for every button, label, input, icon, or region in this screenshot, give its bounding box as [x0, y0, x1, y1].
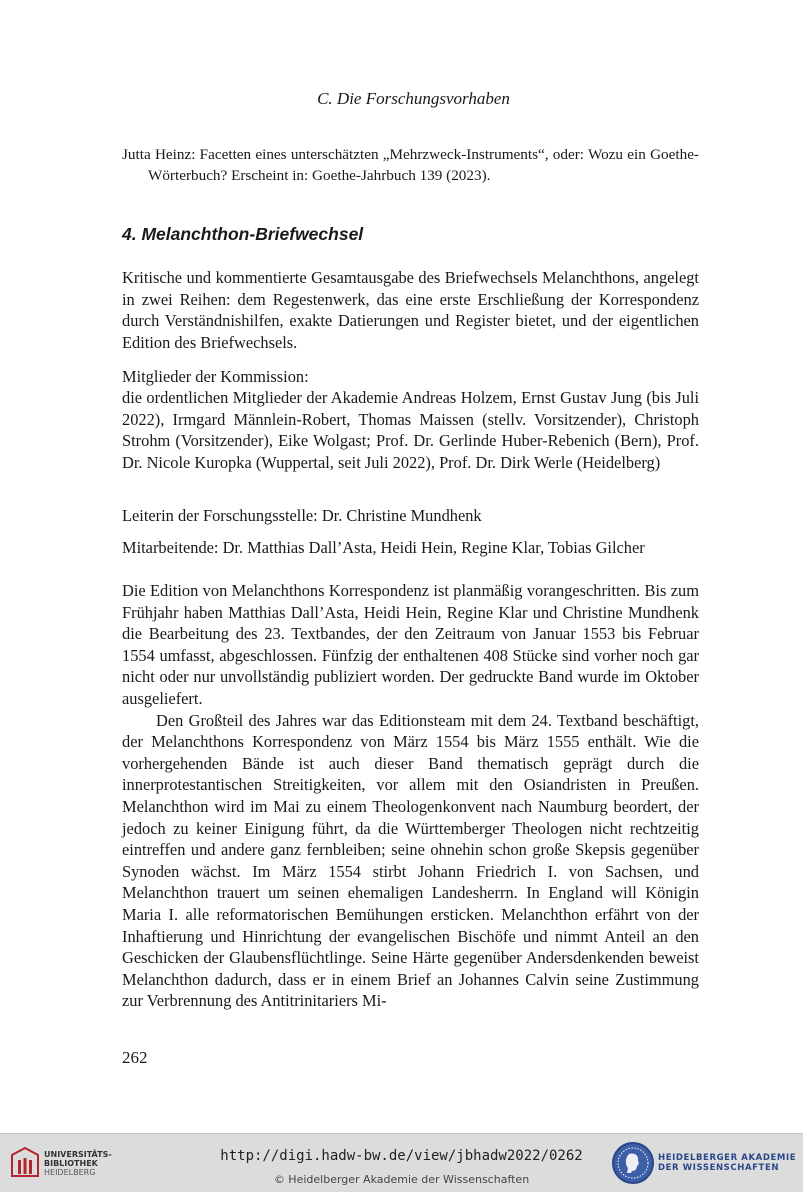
section-heading: 4. Melanchthon-Briefwechsel: [122, 224, 364, 244]
copyright-notice: © Heidelberger Akademie der Wissenschaften: [273, 1173, 530, 1186]
hadw-logo-text: [658, 1153, 796, 1173]
staff-text: Mitarbeitende: Dr. Matthias Dall’Asta, Heidi Hein, Regine Klar, Tobias Gilcher: [122, 538, 645, 557]
bibliography-entry: Jutta Heinz: Facetten eines unterschätzten „Mehrzweck-Instruments“, oder: Wozu ein Goethe-Wörterbuch? Erscheint in: Goethe-Jahrbuch 139 (2023).: [122, 146, 699, 184]
hadw-seal-icon: [612, 1142, 654, 1184]
members-label-text: Mitglieder der Kommission:: [122, 367, 309, 386]
hadw-line-2: DER WISSENSCHAFTEN: [658, 1163, 780, 1173]
intro-paragraph: [122, 267, 699, 353]
members-text: die ordentlichen Mitglieder der Akademie Andreas Holzem, Ernst Gustav Jung (bis Juli 2022), Irmgard Männlein-Robert, Thomas Maissen (stellv. Vorsitzender), Christoph Strohm (Vorsitzender), Eike Wolgast; Prof. Dr. Gerlinde Huber-Rebenich (Bern), Prof. Dr. Nicole Kuropka (Wuppertal, seit Juli 2022), Prof. Dr. Dirk Werle (Heidelberg): [122, 388, 699, 472]
hadw-profile-icon: [614, 1144, 652, 1182]
page-number: 262: [122, 1048, 148, 1067]
intro-text: Kritische und kommentierte Gesamtausgabe des Briefwechsels Melanchthons, angelegt in zwei Reihen: dem Regestenwerk, das eine erste Erschließung der Korrespondenz durch Verständnishilfen, exakte Datierungen und Register bietet, und der eigentlichen Edition des Briefwechsels.: [122, 268, 699, 352]
staff-line: [122, 537, 699, 559]
running-head: C. Die Forschungsvorhaben: [317, 89, 510, 108]
leader-line: [122, 505, 699, 527]
leader-text: Leiterin der Forschungsstelle: Dr. Christine Mundhenk: [122, 506, 482, 525]
body-text: [122, 580, 699, 1012]
body-paragraph-1: Die Edition von Melanchthons Korrespondenz ist planmäßig vorangeschritten. Bis zum Frühjahr haben Matthias Dall’Asta, Heidi Hein, Regine Klar und Christine Mundhenk die Bearbeitung des 23. Textbandes, der den Zeitraum von Januar 1553 bis Februar 1554 umfasst, abgeschlossen. Fünfzig der enthaltenen 408 Stücke sind vorher noch gar nicht oder nur unvollständig publiziert worden. Der gedruckte Band wurde im Oktober ausgeliefert.: [122, 581, 699, 708]
viewer-footer: [0, 1133, 803, 1192]
body-paragraph-2: Den Großteil des Jahres war das Editionsteam mit dem 24. Textband beschäftigt, der Melanchthons Korrespondenz von März 1554 bis März 1555 enthält. Wie die vorhergehenden Bände ist auch dieser Band thematisch geprägt durch die innerprotestantischen Streitigkeiten, vor allem mit den Osiandristen in Preußen. Melanchthon wird im Mai zu einem Theologenkonvent nach Naumburg beordert, der jedoch zu keiner Einigung führt, da die Württemberger Theologen nicht rechtzeitig eintreffen und andere ganz fernbleiben; seine ohnehin schon große Skepsis gegenüber Synoden wächst. Im März 1554 stirbt Johann Friedrich I. von Sachsen, und Melanchthon trauert um seinen ehemaligen Landesherrn. In England will Königin Maria I. alle reformatorischen Bemühungen ersticken. Melanchthon erfährt von der Inhaftierung und Hinrichtung der evangelischen Bischöfe und nimmt Anteil an den Geschicken der Glaubensflüchtlinge. Seine Härte gegenüber Andersdenkenden beweist Melanchthon dadurch, dass er in einem Brief an Johannes Calvin seine Zustimmung zur Verbrennung des Antitrinitariers Mi-: [122, 710, 699, 1011]
ub-line-1: UNIVERSITÄTS-: [44, 1150, 112, 1159]
members-list: [122, 387, 699, 473]
ub-line-3: HEIDELBERG: [44, 1168, 96, 1177]
hadw-logo[interactable]: [612, 1142, 797, 1184]
members-label: [122, 366, 699, 388]
document-url-link[interactable]: http://digi.hadw-bw.de/view/jbhadw2022/0262: [220, 1148, 583, 1164]
ub-line-2: BIBLIOTHEK: [44, 1159, 98, 1168]
hadw-line-1: HEIDELBERGER AKADEMIE: [658, 1153, 797, 1163]
